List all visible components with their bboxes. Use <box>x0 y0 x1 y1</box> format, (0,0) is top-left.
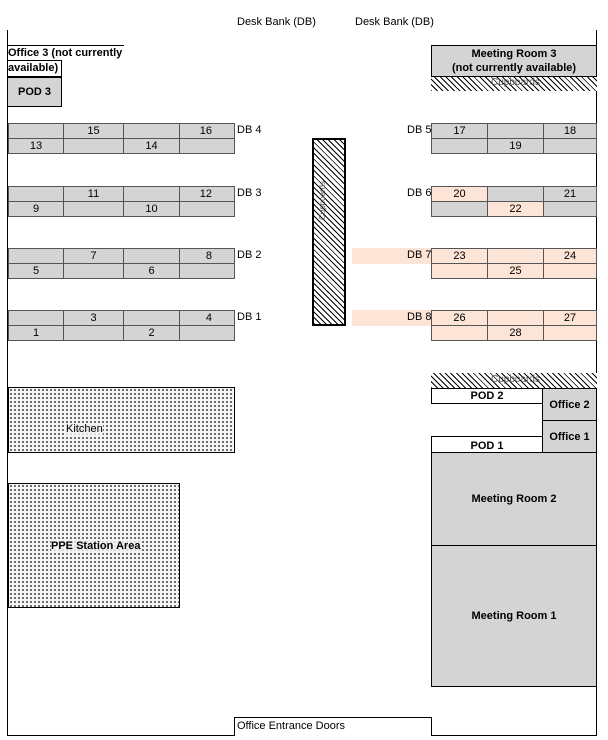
desk-cell[interactable] <box>543 325 597 341</box>
kitchen-area <box>8 387 235 453</box>
desk-bank-label: DB 1 <box>237 311 262 323</box>
desk-27[interactable]: 27 <box>543 310 597 326</box>
desk-7[interactable]: 7 <box>63 248 124 264</box>
desk-bank-label: DB 8 <box>407 311 432 323</box>
desk-25[interactable]: 25 <box>487 263 544 279</box>
desk-cell[interactable] <box>179 325 235 341</box>
desk-cell[interactable] <box>8 186 64 202</box>
desk-cell[interactable] <box>543 201 597 217</box>
desk-20[interactable]: 20 <box>431 186 488 202</box>
desk-9[interactable]: 9 <box>8 201 64 217</box>
desk-cell[interactable] <box>123 186 180 202</box>
central-cupboard-label: Cupboards <box>318 180 327 220</box>
desk-cell[interactable] <box>123 248 180 264</box>
desk-24[interactable]: 24 <box>543 248 597 264</box>
desk-cell[interactable] <box>63 138 124 154</box>
ppe-station-area <box>8 483 180 608</box>
desk-bank-header-right: Desk Bank (DB) <box>355 16 434 28</box>
desk-11[interactable]: 11 <box>63 186 124 202</box>
office-1: Office 1 <box>542 420 597 453</box>
desk-cell[interactable] <box>431 263 488 279</box>
desk-18[interactable]: 18 <box>543 123 597 139</box>
meeting-room-3 <box>431 45 597 77</box>
desk-3[interactable]: 3 <box>63 310 124 326</box>
desk-bank-label: DB 7 <box>407 249 432 261</box>
office-3-box <box>8 60 62 77</box>
central-cupboard <box>312 138 346 326</box>
desk-cell[interactable] <box>8 123 64 139</box>
meeting-room-2: Meeting Room 2 <box>431 452 597 546</box>
desk-23[interactable]: 23 <box>431 248 488 264</box>
desk-bank-label: DB 2 <box>237 249 262 261</box>
desk-2[interactable]: 2 <box>123 325 180 341</box>
office-entrance-doors[interactable] <box>234 717 432 736</box>
desk-bank-label: DB 5 <box>407 124 432 136</box>
desk-cell[interactable] <box>63 201 124 217</box>
desk-bank-label: DB 3 <box>237 187 262 199</box>
desk-cell[interactable] <box>123 123 180 139</box>
pod-3: POD 3 <box>8 77 62 107</box>
desk-19[interactable]: 19 <box>487 138 544 154</box>
desk-cell[interactable] <box>487 123 544 139</box>
desk-cell[interactable] <box>63 263 124 279</box>
desk-cell[interactable] <box>431 201 488 217</box>
cupboards-top-label: Cupboards <box>491 77 540 88</box>
desk-cell[interactable] <box>543 263 597 279</box>
desk-13[interactable]: 13 <box>8 138 64 154</box>
desk-cell[interactable] <box>63 325 124 341</box>
meeting-room-3-label: Meeting Room 3 (not currently available) <box>451 48 577 74</box>
desk-cell[interactable] <box>8 310 64 326</box>
entrance-label: Office Entrance Doors <box>237 720 346 732</box>
desk-10[interactable]: 10 <box>123 201 180 217</box>
desk-cell[interactable] <box>487 310 544 326</box>
desk-14[interactable]: 14 <box>123 138 180 154</box>
office-2: Office 2 <box>542 388 597 421</box>
desk-15[interactable]: 15 <box>63 123 124 139</box>
cupboards-top <box>431 77 597 91</box>
desk-bank-label: DB 6 <box>407 187 432 199</box>
desk-1[interactable]: 1 <box>8 325 64 341</box>
desk-cell[interactable] <box>487 248 544 264</box>
cupboards-bottom-label: Cupboards <box>491 374 540 385</box>
desk-cell[interactable] <box>431 138 488 154</box>
desk-cell[interactable] <box>179 263 235 279</box>
desk-21[interactable]: 21 <box>543 186 597 202</box>
meeting-room-1: Meeting Room 1 <box>431 545 597 687</box>
cupboards-bottom <box>431 373 597 388</box>
pod-2: POD 2 <box>431 388 543 404</box>
ppe-label: PPE Station Area <box>51 540 141 552</box>
desk-cell[interactable] <box>487 186 544 202</box>
office-3-label: Office 3 (not currently available) <box>8 47 123 74</box>
desk-6[interactable]: 6 <box>123 263 180 279</box>
desk-bank-label: DB 4 <box>237 124 262 136</box>
desk-26[interactable]: 26 <box>431 310 488 326</box>
desk-4[interactable]: 4 <box>179 310 235 326</box>
desk-5[interactable]: 5 <box>8 263 64 279</box>
desk-cell[interactable] <box>179 201 235 217</box>
desk-16[interactable]: 16 <box>179 123 235 139</box>
desk-bank-header-left: Desk Bank (DB) <box>237 16 316 28</box>
desk-cell[interactable] <box>179 138 235 154</box>
desk-cell[interactable] <box>543 138 597 154</box>
desk-22[interactable]: 22 <box>487 201 544 217</box>
desk-cell[interactable] <box>431 325 488 341</box>
desk-12[interactable]: 12 <box>179 186 235 202</box>
kitchen-label: Kitchen <box>66 423 103 435</box>
desk-17[interactable]: 17 <box>431 123 488 139</box>
desk-8[interactable]: 8 <box>179 248 235 264</box>
pod-1: POD 1 <box>431 436 543 453</box>
desk-cell[interactable] <box>123 310 180 326</box>
desk-cell[interactable] <box>8 248 64 264</box>
desk-28[interactable]: 28 <box>487 325 544 341</box>
